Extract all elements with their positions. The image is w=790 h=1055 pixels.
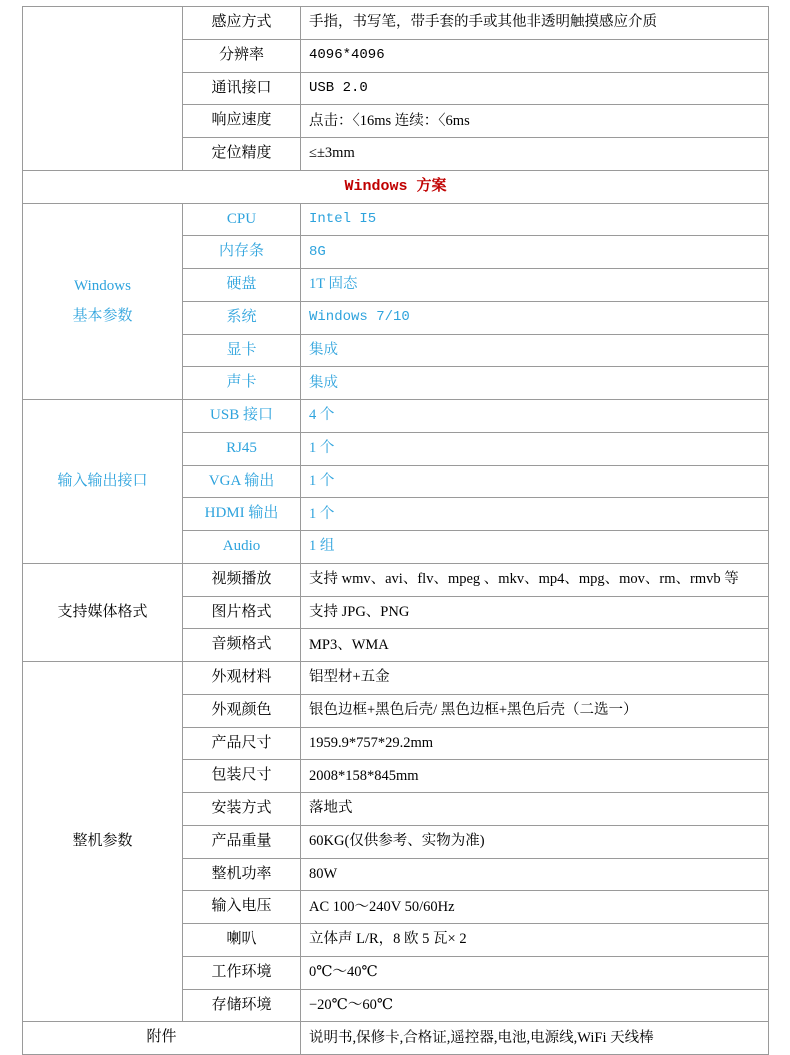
row-value: Windows 7/10 <box>301 301 769 334</box>
category-cell-windows-basic <box>23 203 183 400</box>
row-label: 包装尺寸 <box>183 760 301 793</box>
row-label: 存储环境 <box>183 989 301 1022</box>
table-row-banner <box>23 170 769 203</box>
row-label: 工作环境 <box>183 956 301 989</box>
row-label: 喇叭 <box>183 924 301 957</box>
row-label: 定位精度 <box>183 138 301 171</box>
row-label: 整机功率 <box>183 858 301 891</box>
row-value: Intel I5 <box>301 203 769 236</box>
row-label: 产品重量 <box>183 825 301 858</box>
table-row <box>23 662 769 695</box>
table-row <box>23 400 769 433</box>
row-label: RJ45 <box>183 432 301 465</box>
row-value: 点击：〈16ms 连续：〈6ms <box>301 105 769 138</box>
category-label-line2: 基本参数 <box>72 308 133 325</box>
table-row <box>23 563 769 596</box>
row-value: 4096*4096 <box>301 39 769 72</box>
row-label: 显卡 <box>183 334 301 367</box>
row-value: 1 个 <box>301 432 769 465</box>
row-label: 视频播放 <box>183 563 301 596</box>
row-value: 集成 <box>301 367 769 400</box>
category-cell-media: 支持媒体格式 <box>23 563 183 661</box>
table-row <box>23 203 769 236</box>
category-cell-touch <box>23 7 183 171</box>
row-label: 产品尺寸 <box>183 727 301 760</box>
row-label: 硬盘 <box>183 269 301 302</box>
row-value: 立体声 L/R，8 欧 5 瓦× 2 <box>301 924 769 957</box>
row-value: 8G <box>301 236 769 269</box>
row-label: Audio <box>183 531 301 564</box>
row-label: VGA 输出 <box>183 465 301 498</box>
row-label: 内存条 <box>183 236 301 269</box>
row-label: 感应方式 <box>183 7 301 40</box>
row-value: 2008*158*845mm <box>301 760 769 793</box>
row-value: 1 组 <box>301 531 769 564</box>
row-label: 安装方式 <box>183 793 301 826</box>
specification-table <box>22 6 769 1055</box>
row-value: 银色边框+黑色后壳/ 黑色边框+黑色后壳（二选一） <box>301 694 769 727</box>
row-label: 声卡 <box>183 367 301 400</box>
row-value: 手指，书写笔，带手套的手或其他非透明触摸感应介质 <box>301 7 769 40</box>
row-value: 1 个 <box>301 465 769 498</box>
row-value: 铝型材+五金 <box>301 662 769 695</box>
row-label: 分辨率 <box>183 39 301 72</box>
windows-plan-banner: Windows 方案 <box>23 170 769 203</box>
row-value: −20℃～60℃ <box>301 989 769 1022</box>
row-label: USB 接口 <box>183 400 301 433</box>
row-value: 4 个 <box>301 400 769 433</box>
row-value: 0℃～40℃ <box>301 956 769 989</box>
row-value: AC 100～240V 50/60Hz <box>301 891 769 924</box>
row-label: 音频格式 <box>183 629 301 662</box>
row-value: MP3、WMA <box>301 629 769 662</box>
row-value: 1959.9*757*29.2mm <box>301 727 769 760</box>
row-value: ≤±3mm <box>301 138 769 171</box>
row-value: USB 2.0 <box>301 72 769 105</box>
row-label: 图片格式 <box>183 596 301 629</box>
row-label: 响应速度 <box>183 105 301 138</box>
row-value: 1T 固态 <box>301 269 769 302</box>
category-cell-machine: 整机参数 <box>23 662 183 1022</box>
row-value: 80W <box>301 858 769 891</box>
row-label: 外观颜色 <box>183 694 301 727</box>
accessories-value: 说明书,保修卡,合格证,遥控器,电池,电源线,WiFi 天线棒 <box>301 1022 769 1055</box>
row-label: 输入电压 <box>183 891 301 924</box>
row-label: HDMI 输出 <box>183 498 301 531</box>
row-label: 系统 <box>183 301 301 334</box>
row-label: 通讯接口 <box>183 72 301 105</box>
row-value: 1 个 <box>301 498 769 531</box>
table-row <box>23 1022 769 1055</box>
row-value: 支持 wmv、avi、flv、mpeg 、mkv、mp4、mpg、mov、rm、rmvb 等 <box>301 563 769 596</box>
row-value: 支持 JPG、PNG <box>301 596 769 629</box>
category-cell-io: 输入输出接口 <box>23 400 183 564</box>
category-label-line1: Windows <box>74 278 131 295</box>
row-value: 落地式 <box>301 793 769 826</box>
row-label: CPU <box>183 203 301 236</box>
row-value: 60KG(仅供参考、实物为准) <box>301 825 769 858</box>
category-cell-accessories: 附件 <box>23 1022 301 1055</box>
row-value: 集成 <box>301 334 769 367</box>
row-label: 外观材料 <box>183 662 301 695</box>
table-row <box>23 7 769 40</box>
